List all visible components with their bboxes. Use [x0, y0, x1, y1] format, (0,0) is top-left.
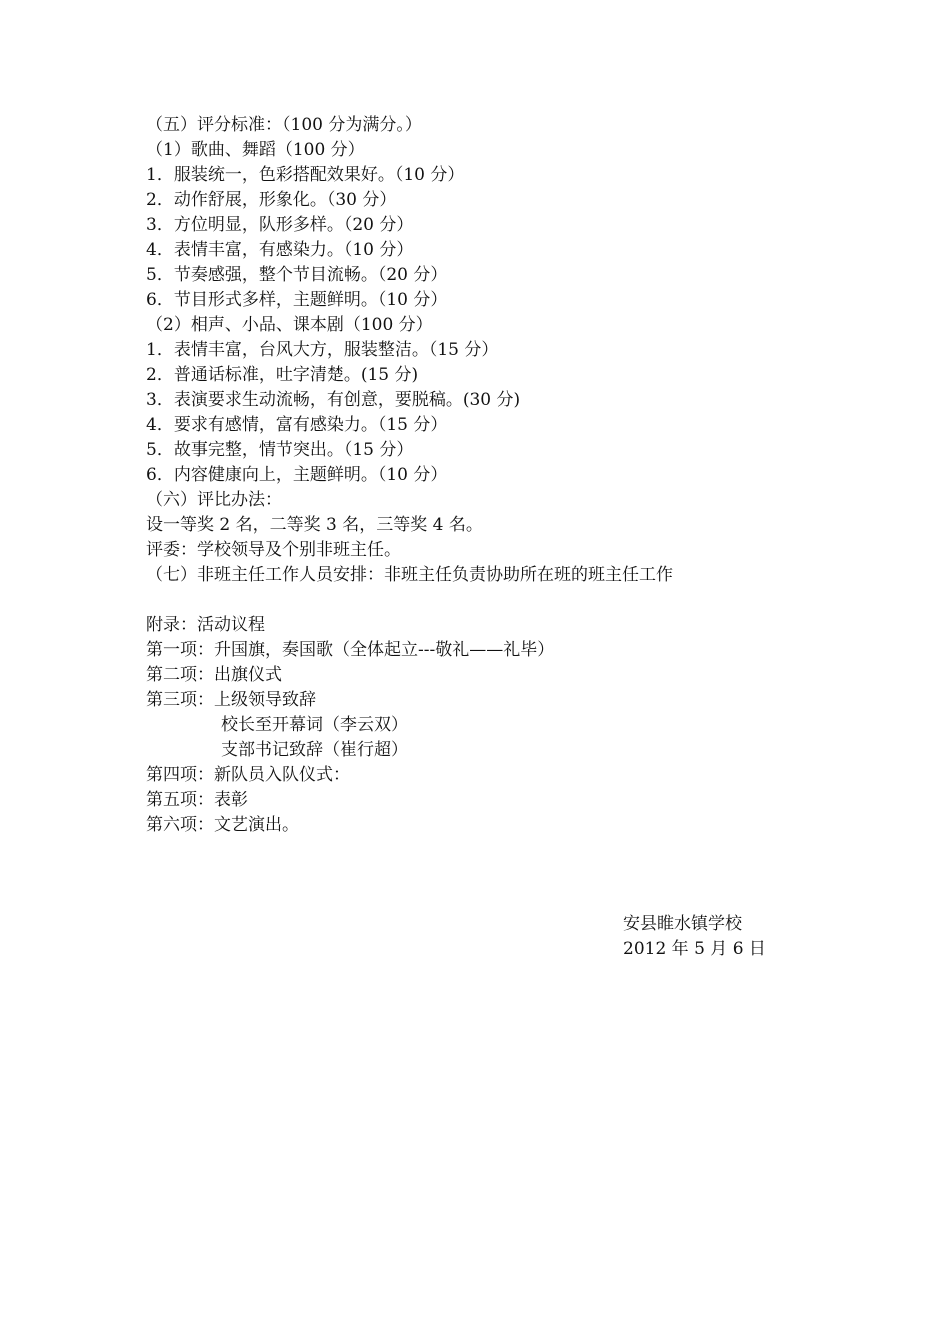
- drama-item-2: 2．普通话标准，吐字清楚。(15 分): [146, 365, 419, 385]
- drama-item-3: 3．表演要求生动流畅，有创意，要脱稿。(30 分): [146, 390, 521, 410]
- scoring-heading: （五）评分标准：（100 分为满分。）: [146, 115, 422, 135]
- agenda-item-1: 第一项：升国旗，奏国歌（全体起立---敬礼——礼毕）: [146, 640, 555, 660]
- song-dance-item-6: 6．节目形式多样，主题鲜明。（10 分）: [146, 290, 448, 310]
- song-dance-item-4: 4．表情丰富，有感染力。（10 分）: [146, 240, 414, 260]
- judges-text: 评委：学校领导及个别非班主任。: [146, 540, 401, 560]
- document-body: [146, 113, 826, 838]
- drama-item-6: 6．内容健康向上，主题鲜明。（10 分）: [146, 465, 448, 485]
- song-dance-title: （1）歌曲、舞蹈（100 分）: [146, 140, 365, 160]
- drama-item-1: 1．表情丰富，台风大方，服装整洁。（15 分）: [146, 340, 499, 360]
- appendix-title: 附录：活动议程: [146, 615, 265, 635]
- signature-block: [623, 912, 823, 962]
- agenda-subitem-principal: 校长至开幕词（李云双）: [221, 715, 408, 735]
- drama-title: （2）相声、小品、课本剧（100 分）: [146, 315, 433, 335]
- agenda-item-4: 第四项：新队员入队仪式：: [146, 765, 350, 785]
- agenda-item-5: 第五项：表彰: [146, 790, 248, 810]
- agenda-item-6: 第六项：文艺演出。: [146, 815, 299, 835]
- agenda-subitem-secretary: 支部书记致辞（崔行超）: [221, 740, 408, 760]
- staffing-heading: （七）非班主任工作人员安排：非班主任负责协助所在班的班主任工作: [146, 565, 673, 585]
- signature-date: 2012 年 5 月 6 日: [623, 939, 766, 959]
- song-dance-item-1: 1．服装统一，色彩搭配效果好。（10 分）: [146, 165, 465, 185]
- song-dance-item-5: 5．节奏感强，整个节目流畅。（20 分）: [146, 265, 448, 285]
- signature-organization: 安县睢水镇学校: [623, 914, 742, 934]
- song-dance-item-3: 3．方位明显，队形多样。（20 分）: [146, 215, 414, 235]
- drama-item-5: 5．故事完整，情节突出。（15 分）: [146, 440, 414, 460]
- awards-text: 设一等奖 2 名，二等奖 3 名，三等奖 4 名。: [146, 515, 483, 535]
- evaluation-heading: （六）评比办法：: [146, 490, 282, 510]
- blank-line: [146, 588, 826, 613]
- agenda-item-3: 第三项：上级领导致辞: [146, 690, 316, 710]
- song-dance-item-2: 2．动作舒展，形象化。（30 分）: [146, 190, 397, 210]
- agenda-item-2: 第二项：出旗仪式: [146, 665, 282, 685]
- drama-item-4: 4．要求有感情，富有感染力。（15 分）: [146, 415, 448, 435]
